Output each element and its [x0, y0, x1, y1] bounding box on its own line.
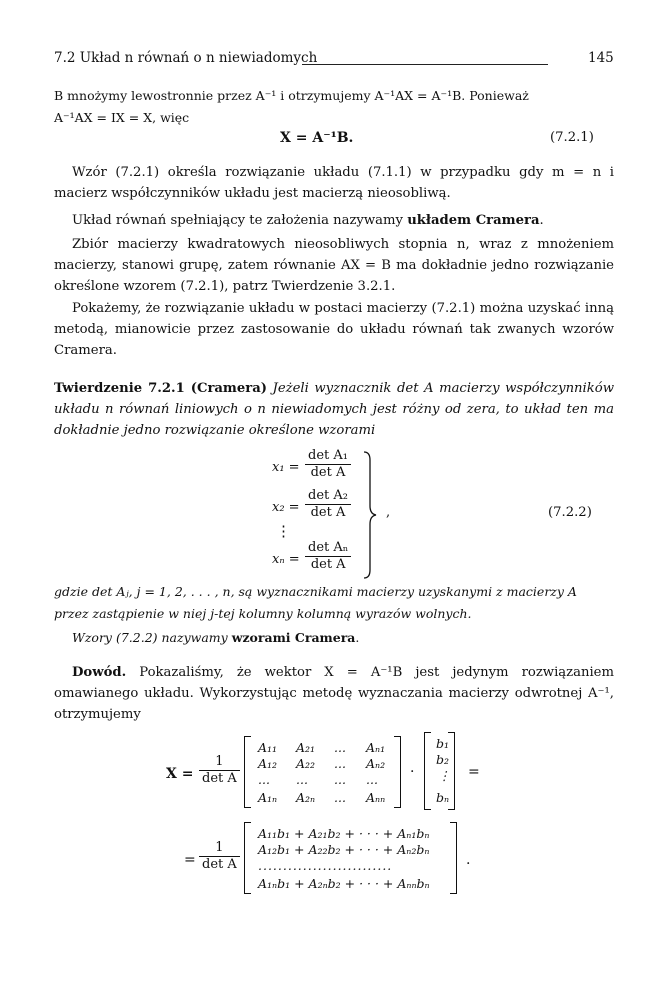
equation-7-2-1: X = A⁻¹B. [280, 130, 354, 146]
header-rule [302, 64, 548, 65]
matrix-eq-frac-den: det A [202, 771, 237, 786]
theorem-title: Twierdzenie 7.2.1 (Cramera) [54, 381, 268, 396]
eq722-vdots: ⋮ [276, 522, 291, 540]
eq722-xn-fraction [302, 540, 354, 573]
matrix-a-cell: Aₙ₁ [366, 740, 386, 755]
matrix-a-cell: A₁₂ [258, 756, 278, 771]
matrix-a-left-bracket [244, 736, 251, 808]
eq722-comma: , [386, 505, 391, 520]
result-row: A₁ₙb₁ + A₂ₙb₂ + · · · + Aₙₙbₙ [258, 876, 430, 891]
eq722-x2-label: x₂ = [272, 500, 300, 515]
after-theorem-text: Wzory (7.2.2) nazywamy [72, 630, 232, 645]
eq722-x2-den: det A [310, 505, 346, 520]
paragraph-cramer-method: Pokażemy, że rozwiązanie układu w postaci macierzy (7.2.1) można uzyskać inną metodą, mianowicie przez zastosowanie do układu równań tak zwanych wzorów Cramera. [54, 301, 614, 358]
after-theorem-end: . [355, 630, 360, 645]
equation-number-7-2-2: (7.2.2) [548, 505, 592, 520]
matrix-dot: · [410, 764, 415, 780]
matrix-a-cell: A₁₁ [258, 740, 278, 755]
matrix-eq2-lhs: = [184, 852, 196, 868]
term-cramer-formulas: wzorami Cramera [231, 630, 356, 645]
vector-b-entry: bₙ [436, 790, 450, 805]
eq722-xn-den: det A [310, 557, 346, 572]
result-right-bracket [450, 822, 457, 894]
para3-end: . [539, 213, 544, 228]
page-number: 145 [588, 50, 614, 66]
matrix-a-cell: ... [366, 772, 378, 787]
matrix-a-cell: ... [296, 772, 308, 787]
matrix-a-cell: A₂ₙ [296, 790, 316, 805]
after-theorem-line1: gdzie det Aⱼ, j = 1, 2, . . . , n, są wyznacznikami macierzy uzyskanymi z macierzy A [54, 584, 577, 599]
eq722-xn-label: xₙ = [272, 552, 300, 567]
theorem-7-2-1 [54, 378, 614, 441]
proof-text: Pokazaliśmy, że wektor X = A⁻¹B jest jedynym rozwiązaniem omawianego układu. Wykorzystując metodę wyznaczania macierzy odwrotnej A⁻¹, otrzymujemy [54, 665, 614, 722]
matrix-a-cell: ... [334, 790, 346, 805]
proof-label: Dowód. [72, 665, 127, 680]
matrix-a-cell: A₁ₙ [258, 790, 278, 805]
matrix-eq2-frac-den: det A [202, 857, 237, 872]
matrix-a-cell: A₂₂ [296, 756, 316, 771]
paragraph-cramer-system [54, 210, 614, 231]
matrix-eq2-frac-num: 1 [199, 840, 240, 857]
vector-b-left-bracket [424, 732, 431, 810]
result-row: A₁₁b₁ + A₂₁b₂ + · · · + Aₙ₁bₙ [258, 826, 430, 841]
para1-line2: A⁻¹AX = IX = X, więc [54, 110, 190, 125]
matrix-eq-period: . [466, 852, 471, 868]
eq722-x1-num: det A₁ [305, 448, 351, 465]
vector-b-entry: ⋮ [438, 768, 451, 783]
matrix-eq-frac [196, 754, 243, 787]
matrix-a-right-bracket [394, 736, 401, 808]
para3-text: Układ równań spełniający te założenia nazywamy [72, 213, 408, 228]
matrix-a-cell: Aₙₙ [366, 790, 386, 805]
matrix-a-cell: ... [334, 756, 346, 771]
vector-b-entry: b₂ [436, 752, 450, 767]
result-left-bracket [244, 822, 251, 894]
proof-paragraph [54, 662, 614, 725]
matrix-a-cell: ... [334, 740, 346, 755]
para1-line1: B mnożymy lewostronnie przez A⁻¹ i otrzymujemy A⁻¹AX = A⁻¹B. Ponieważ [54, 88, 529, 103]
paragraph-formula-meaning: Wzór (7.2.1) określa rozwiązanie układu (7.1.1) w przypadku gdy m = n i macierz współczynników układu jest macierzą nieosobliwą. [54, 165, 614, 201]
eq722-x1-label: x₁ = [272, 460, 300, 475]
matrix-a-cell: ... [334, 772, 346, 787]
theorem-text: Jeżeli wyznacznik det A macierzy współczynników układu n równań liniowych o n niewiadomych jest różny od zera, to układ ten ma dokładnie jedno rozwiązanie określone wzorami [54, 381, 614, 438]
matrix-a-cell: Aₙ₂ [366, 756, 386, 771]
term-cramer-system: układem Cramera [407, 213, 540, 228]
running-header: 7.2 Układ n równań o n niewiadomych [54, 50, 318, 66]
matrix-eq-frac-num: 1 [199, 754, 240, 771]
result-row: A₁₂b₁ + A₂₂b₂ + · · · + Aₙ₂bₙ [258, 842, 430, 857]
vector-b-entry: b₁ [436, 736, 450, 751]
paragraph-group: Zbiór macierzy kwadratowych nieosobliwych stopnia n, wraz z mnożeniem macierzy, stanowi grupę, zatem równanie AX = B ma dokładnie jedno rozwiązanie określone wzorem (7.2.1), patrz Twierdzenie 3.2.1. [54, 237, 614, 294]
matrix-a-cell: ... [258, 772, 270, 787]
matrix-equals: = [468, 764, 480, 780]
right-brace [362, 450, 382, 580]
eq722-x1-den: det A [310, 465, 346, 480]
equation-number-7-2-1: (7.2.1) [550, 130, 594, 145]
matrix-a-cell: A₂₁ [296, 740, 316, 755]
eq722-x1-fraction [302, 448, 354, 481]
after-theorem-line3 [72, 630, 359, 645]
result-row: ........................... [258, 858, 393, 873]
matrix-eq-lhs: X = [166, 766, 194, 782]
eq722-x2-num: det A₂ [305, 488, 351, 505]
eq722-xn-num: det Aₙ [305, 540, 351, 557]
eq722-x2-fraction [302, 488, 354, 521]
matrix-eq2-frac [196, 840, 243, 873]
after-theorem-line2: przez zastąpienie w niej j-tej kolumny kolumną wyrazów wolnych. [54, 606, 472, 621]
